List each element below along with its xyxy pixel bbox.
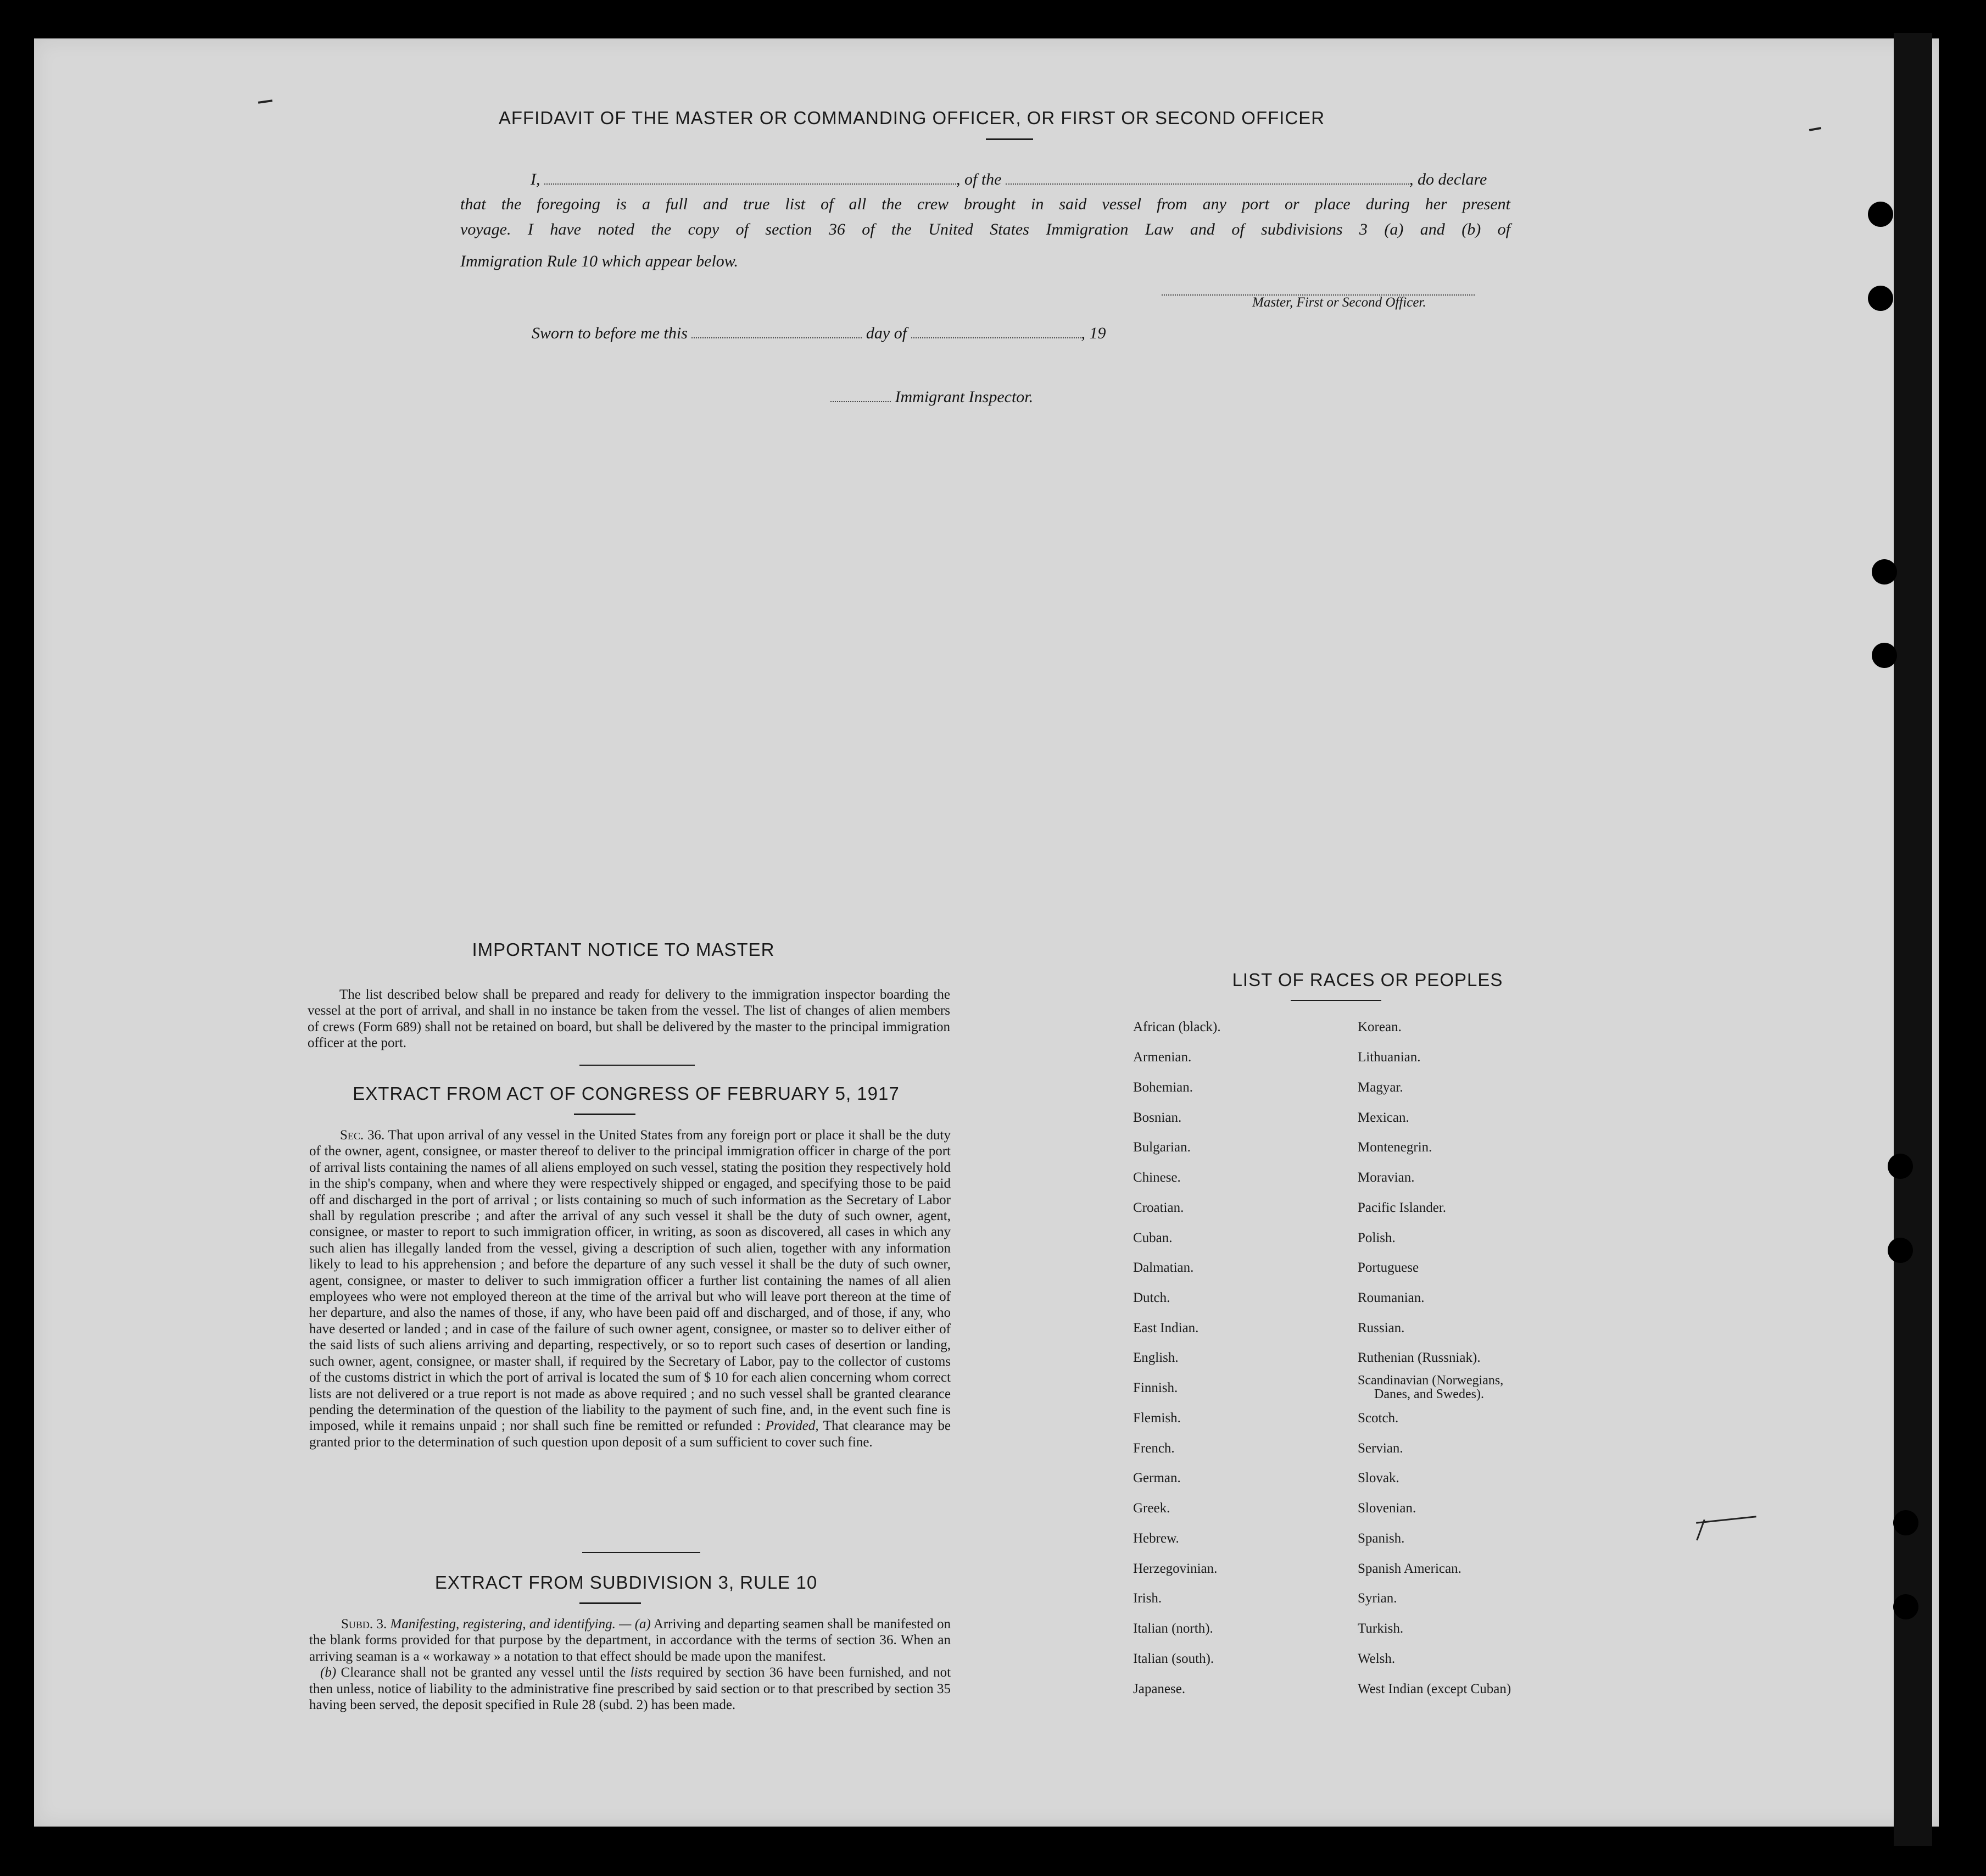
inspector-blank bbox=[830, 401, 891, 402]
day-of-text: day of bbox=[866, 324, 907, 342]
race-item: Dalmatian. bbox=[1133, 1260, 1194, 1275]
race-item: Cuban. bbox=[1133, 1231, 1173, 1245]
act-body-end: That clearance may be granted prior to the determination of such question upon deposit of a sum sufficient to cover such fine. bbox=[309, 1418, 951, 1450]
race-item: Finnish. bbox=[1133, 1380, 1178, 1395]
race-item: Syrian. bbox=[1358, 1591, 1397, 1606]
rule-text-b2: required by section 36 have been furnished, and not then unless, notice of liability to the administrative fine prescribed by said section or to that prescribed by section 35 having been served, the deposit specified in Rule 28 (subd. 2) has been made. bbox=[309, 1665, 951, 1713]
section-divider bbox=[582, 1552, 700, 1553]
race-item: Dutch. bbox=[1133, 1290, 1170, 1305]
race-item: African (black). bbox=[1133, 1020, 1221, 1034]
punch-hole bbox=[1868, 286, 1893, 311]
race-item: Pacific Islander. bbox=[1358, 1200, 1447, 1215]
sworn-line bbox=[532, 324, 1106, 343]
inspector-line bbox=[830, 388, 1033, 407]
section-divider bbox=[579, 1065, 695, 1066]
sec-label: Sec. 36. bbox=[340, 1128, 385, 1143]
punch-hole bbox=[1888, 1154, 1913, 1179]
affidavit-i: I, bbox=[531, 170, 540, 188]
year-text: , 19 bbox=[1081, 324, 1106, 342]
affidavit-of-the: , of the bbox=[956, 170, 1002, 188]
affidavit-declare: , do declare bbox=[1409, 170, 1487, 188]
vessel-blank bbox=[1006, 183, 1409, 185]
punch-hole bbox=[1893, 1594, 1918, 1619]
race-item: Lithuanian. bbox=[1358, 1050, 1421, 1065]
punch-hole bbox=[1888, 1238, 1913, 1263]
subd-heading: Manifesting, registering, and identifying. — (a) bbox=[390, 1617, 651, 1632]
race-item: Italian (south). bbox=[1133, 1651, 1214, 1666]
title-underline bbox=[579, 1602, 641, 1604]
race-item: Korean. bbox=[1358, 1020, 1402, 1034]
race-item: East Indian. bbox=[1133, 1321, 1199, 1335]
race-item: Welsh. bbox=[1358, 1651, 1396, 1666]
race-item: Turkish. bbox=[1358, 1621, 1404, 1636]
race-item: Spanish. bbox=[1358, 1531, 1405, 1546]
title-underline bbox=[1291, 1000, 1381, 1001]
race-item: Armenian. bbox=[1133, 1050, 1192, 1065]
race-item: Scotch. bbox=[1358, 1411, 1399, 1426]
notice-title: IMPORTANT NOTICE TO MASTER bbox=[472, 939, 775, 960]
race-item: West Indian (except Cuban) bbox=[1358, 1682, 1511, 1696]
day-blank bbox=[691, 337, 862, 338]
affidavit-title: AFFIDAVIT OF THE MASTER OR COMMANDING OFFICER, OR FIRST OR SECOND OFFICER bbox=[498, 108, 1325, 128]
name-blank bbox=[544, 183, 956, 185]
race-item: Polish. bbox=[1358, 1231, 1396, 1245]
act-body: That upon arrival of any vessel in the United States from any foreign port or place it shall be the duty of the owner, agent, consignee, or master thereof to deliver to the principal immigration officer in charge of the port of arrival lists containing the names of all aliens employed on such vessel, stating the position they respectively hold in the ship's company, when and where they were respectively shipped or engaged, and specifying those to be paid off and discharged in the port of arrival ; or lists containing so much of such information as the Secretary of Labor shall by regulation prescribe ; and after the arrival of any such vessel it shall be the duty of such owner, agent, consignee, or master to report to such immigration officer, in writing, as soon as discovered, all cases in which any such alien has illegally landed from the vessel, giving a description of such alien, together with any information likely to lead to his apprehension ; and before the departure of any such vessel it shall be the duty of such owner, agent, consignee, or master to deliver to such immigration officer a further list containing the names of all alien employees who were not employed thereon at the time of the arrival but who will leave port thereon at the time of her departure, and also the names of those, if any, who have been paid off and discharged, and of those, if any, who have deserted or landed ; and in case of the failure of such owner agent, consignee, or master so to deliver either of the said lists of such aliens arriving and departing, respectively, or so to report such cases of desertion or landing, such owner, agent, consignee, or master shall, if required by the Secretary of Labor, pay to the collector of customs of the customs district in which the port of arrival is located the sum of $ 10 for each alien concerning whom correct lists are not delivered or a true report is not made as above required ; and no such vessel shall be granted clearance pending the determination of the question of the liability to the payment of such fine, and, in the event such fine is imposed, while it remains unpaid ; nor shall such fine be remitted or refunded : bbox=[309, 1128, 951, 1434]
race-item: Slovenian. bbox=[1358, 1501, 1416, 1516]
race-item: Flemish. bbox=[1133, 1411, 1181, 1426]
rule-text bbox=[309, 1616, 951, 1713]
affidavit-line-3: voyage. I have noted the copy of section 36 of the United States Immigration Law and of subdivisions 3 (a) and (b) of bbox=[460, 220, 1510, 238]
inspector-text: Immigrant Inspector. bbox=[895, 388, 1034, 406]
race-item: Greek. bbox=[1133, 1501, 1170, 1516]
page-edge-shadow bbox=[1894, 33, 1932, 1846]
race-item: English. bbox=[1133, 1350, 1179, 1365]
race-item: German. bbox=[1133, 1471, 1181, 1485]
race-item: Moravian. bbox=[1358, 1170, 1415, 1185]
act-text bbox=[309, 1127, 951, 1450]
document-page bbox=[34, 38, 1939, 1827]
rule-text-b1: Clearance shall not be granted any vessel until the bbox=[341, 1665, 626, 1680]
race-item: Ruthenian (Russniak). bbox=[1358, 1350, 1481, 1365]
lists-word: lists bbox=[630, 1665, 652, 1680]
notice-text: The list described below shall be prepared and ready for delivery to the immigration inspector boarding the vessel at the port of arrival, and shall in no instance be taken from the vessel. The list of changes of alien members of crews (Form 689) shall not be retained on board, but shall be delivered by the master to the principal immigration officer at the port. bbox=[308, 987, 950, 1051]
title-underline bbox=[574, 1114, 635, 1115]
punch-hole bbox=[1868, 202, 1893, 227]
provided-label: Provided, bbox=[765, 1418, 819, 1434]
sworn-text: Sworn to before me this bbox=[532, 324, 688, 342]
punch-hole bbox=[1872, 559, 1897, 584]
race-item: Japanese. bbox=[1133, 1682, 1186, 1696]
race-item: Montenegrin. bbox=[1358, 1140, 1432, 1155]
race-item: Croatian. bbox=[1133, 1200, 1184, 1215]
affidavit-line-2: that the foregoing is a full and true list of all the crew brought in said vessel from any port or place during her present bbox=[460, 195, 1510, 213]
title-underline bbox=[986, 138, 1033, 140]
race-item: Spanish American. bbox=[1358, 1561, 1461, 1576]
race-item: Russian. bbox=[1358, 1321, 1405, 1335]
race-item: Irish. bbox=[1133, 1591, 1162, 1606]
race-item: Servian. bbox=[1358, 1441, 1403, 1456]
race-item: Bosnian. bbox=[1133, 1110, 1182, 1125]
race-item: Slovak. bbox=[1358, 1471, 1399, 1485]
punch-hole bbox=[1872, 643, 1897, 668]
month-blank bbox=[911, 337, 1081, 338]
race-item: Herzegovinian. bbox=[1133, 1561, 1218, 1576]
race-item: Scandinavian (Norwegians, bbox=[1358, 1373, 1504, 1388]
b-label: (b) bbox=[320, 1665, 337, 1680]
races-title: LIST OF RACES OR PEOPLES bbox=[1232, 970, 1503, 990]
subd-label: Subd. 3. bbox=[341, 1617, 387, 1632]
officer-caption: Master, First or Second Officer. bbox=[1252, 295, 1426, 310]
race-item: Bulgarian. bbox=[1133, 1140, 1191, 1155]
race-item: Magyar. bbox=[1358, 1080, 1403, 1095]
race-item: Italian (north). bbox=[1133, 1621, 1213, 1636]
act-title: EXTRACT FROM ACT OF CONGRESS OF FEBRUARY 5, 1917 bbox=[353, 1083, 900, 1104]
affidavit-line-1 bbox=[531, 170, 1487, 189]
race-item: Portuguese bbox=[1358, 1260, 1419, 1275]
race-item: Chinese. bbox=[1133, 1170, 1181, 1185]
race-item: Mexican. bbox=[1358, 1110, 1409, 1125]
rule-title: EXTRACT FROM SUBDIVISION 3, RULE 10 bbox=[434, 1572, 818, 1593]
affidavit-line-4: Immigration Rule 10 which appear below. bbox=[460, 252, 739, 270]
race-item: Bohemian. bbox=[1133, 1080, 1193, 1095]
race-item: French. bbox=[1133, 1441, 1175, 1456]
race-item: Hebrew. bbox=[1133, 1531, 1179, 1546]
race-item: Danes, and Swedes). bbox=[1374, 1387, 1484, 1401]
punch-hole bbox=[1893, 1510, 1918, 1535]
rule-text-a: Arriving and departing seamen shall be manifested on the blank forms provided for that purpose by the department, in accordance with the terms of section 36. When an arriving seaman is a « workaway » a notation to that effect should be made upon the manifest. bbox=[309, 1617, 951, 1664]
race-item: Roumanian. bbox=[1358, 1290, 1425, 1305]
